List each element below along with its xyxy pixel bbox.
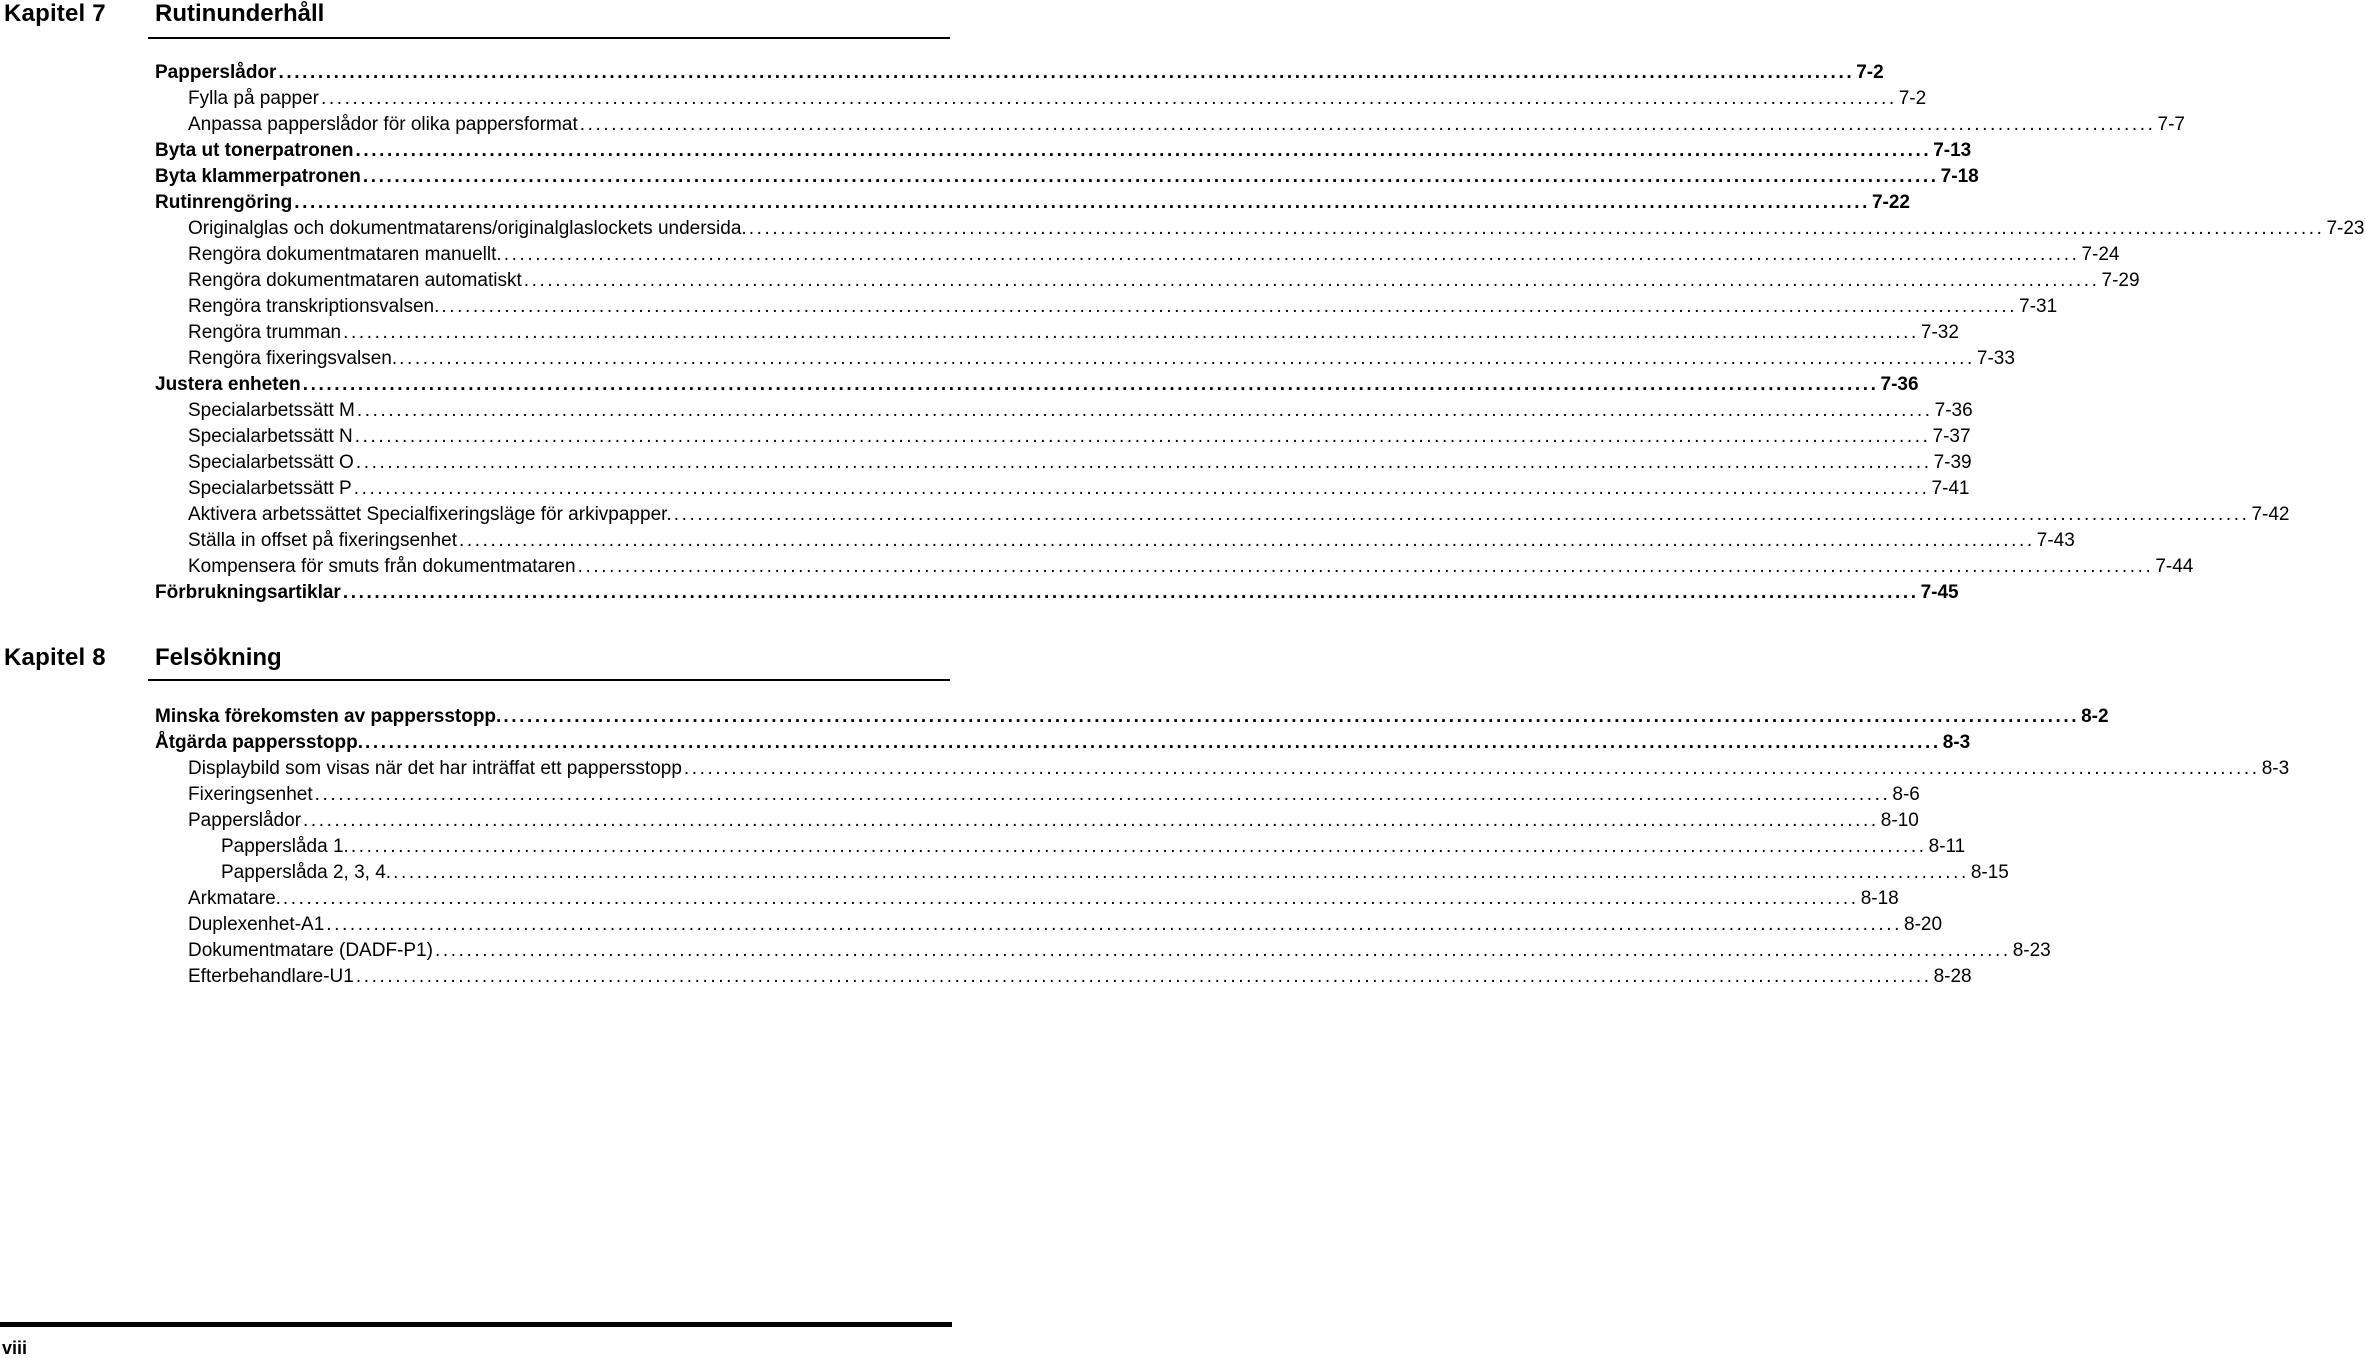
dot-leader: ........................................................................................................................................................................................................ xyxy=(673,504,2250,525)
toc-entry[interactable] xyxy=(155,190,1910,216)
toc-entry[interactable] xyxy=(188,86,1927,112)
toc-entry[interactable] xyxy=(155,372,1919,398)
toc-entry-page: 7-22 xyxy=(1871,192,1910,213)
dot-leader: ........................................................................................................................................................................................................ xyxy=(748,218,2325,239)
toc-entry[interactable] xyxy=(188,242,2120,268)
dot-leader: ........................................................................................................................................................................................................ xyxy=(294,192,1870,213)
dot-leader: ........................................................................................................................................................................................................ xyxy=(399,348,1975,369)
toc-entry[interactable] xyxy=(188,112,2185,138)
toc-entry[interactable] xyxy=(188,502,2290,528)
toc-entry-page: 8-11 xyxy=(1928,836,1966,857)
chapter-label: Kapitel 8 xyxy=(4,644,106,671)
toc-entry-page: 7-36 xyxy=(1880,374,1919,395)
toc-entry[interactable] xyxy=(188,554,2194,580)
dot-leader: ........................................................................................................................................................................................................ xyxy=(354,426,1931,447)
toc-entry-page: 7-36 xyxy=(1934,400,1973,421)
toc-entry-title: Specialarbetssätt O xyxy=(188,452,354,473)
dot-leader: ........................................................................................................................................................................................................ xyxy=(579,114,2156,135)
toc-entry-page: 7-18 xyxy=(1940,166,1979,187)
toc-entry[interactable] xyxy=(221,860,2009,886)
toc-entry-page: 8-15 xyxy=(1970,862,2009,883)
dot-leader: ........................................................................................................................................................................................................ xyxy=(434,940,2011,961)
dot-leader: ........................................................................................................................................................................................................ xyxy=(393,862,1969,883)
toc-entry-page: 8-3 xyxy=(1942,732,1971,753)
toc-entry-page: 8-3 xyxy=(2261,758,2290,779)
dot-leader: ........................................................................................................................................................................................................ xyxy=(314,784,1891,805)
toc-entry-page: 7-31 xyxy=(2019,296,2058,317)
toc-entry-title: Arkmatare. xyxy=(188,888,281,909)
dot-leader: ........................................................................................................................................................................................................ xyxy=(350,836,1927,857)
toc-entry[interactable] xyxy=(188,320,1959,346)
toc-entry[interactable] xyxy=(188,294,2058,320)
toc-entry-title: Fixeringsenhet xyxy=(188,784,313,805)
dot-leader: ........................................................................................................................................................................................................ xyxy=(441,296,2018,317)
toc-entry-page: 7-2 xyxy=(1898,88,1927,109)
dot-leader: ........................................................................................................................................................................................................ xyxy=(356,400,1933,421)
dot-leader: ........................................................................................................................................................................................................ xyxy=(355,140,1932,161)
dot-leader: ........................................................................................................................................................................................................ xyxy=(503,244,2080,265)
toc-entry-page: 7-44 xyxy=(2155,556,2194,577)
toc-entry-title: Ställa in offset på fixeringsenhet xyxy=(188,530,457,551)
toc-entry[interactable] xyxy=(188,938,2051,964)
toc-entry-title: Rutinrengöring xyxy=(155,192,293,213)
toc-entry[interactable] xyxy=(155,704,2109,730)
toc-entry-title: Papperslådor xyxy=(155,62,277,83)
toc-entry-title: Byta ut tonerpatronen xyxy=(155,140,354,161)
dot-leader: ........................................................................................................................................................................................................ xyxy=(683,758,2260,779)
dot-leader: ........................................................................................................................................................................................................ xyxy=(302,374,1879,395)
toc-entry[interactable] xyxy=(188,424,1971,450)
toc-entry-page: 7-7 xyxy=(2157,114,2185,135)
toc-entry-title: Rengöra transkriptionsvalsen. xyxy=(188,296,440,317)
toc-entry-page: 7-24 xyxy=(2081,244,2120,265)
toc-entry-title: Papperslåda 1. xyxy=(221,836,349,857)
toc-entry-title: Förbrukningsartiklar xyxy=(155,582,341,603)
dot-leader: ........................................................................................................................................................................................................ xyxy=(355,966,1932,987)
toc-entry-page: 7-42 xyxy=(2251,504,2290,525)
footer-rule xyxy=(0,1322,952,1327)
toc-entry[interactable] xyxy=(155,60,1884,86)
toc-entry-title: Efterbehandlare-U1 xyxy=(188,966,354,987)
toc-entry[interactable] xyxy=(155,730,1971,756)
footer-page-number: viii xyxy=(2,1338,28,1358)
dot-leader: ........................................................................................................................................................................................................ xyxy=(577,556,2154,577)
dot-leader: ........................................................................................................................................................................................................ xyxy=(326,914,1903,935)
toc-entry[interactable] xyxy=(155,580,1959,606)
dot-leader: ........................................................................................................................................................................................................ xyxy=(523,270,2100,291)
toc-entry[interactable] xyxy=(188,346,2015,372)
toc-entry[interactable] xyxy=(188,756,2290,782)
toc-entry-page: 7-43 xyxy=(2036,530,2075,551)
toc-entry[interactable] xyxy=(188,964,1972,990)
toc-entry-title: Rengöra dokumentmataren manuellt. xyxy=(188,244,502,265)
toc-entry-page: 7-41 xyxy=(1931,478,1970,499)
dot-leader: ........................................................................................................................................................................................................ xyxy=(278,62,1855,83)
toc-entry-page: 7-13 xyxy=(1933,140,1972,161)
dot-leader: ........................................................................................................................................................................................................ xyxy=(353,478,1930,499)
toc-entry-page: 7-2 xyxy=(1856,62,1884,83)
toc-entry-title: Duplexenhet-A1 xyxy=(188,914,325,935)
toc-entry[interactable] xyxy=(188,268,2140,294)
toc-entry-title: Byta klammerpatronen xyxy=(155,166,361,187)
toc-entry-page: 7-33 xyxy=(1976,348,2015,369)
dot-leader: ........................................................................................................................................................................................................ xyxy=(355,452,1932,473)
toc-entry-title: Justera enheten xyxy=(155,374,301,395)
toc-entry[interactable] xyxy=(155,164,1979,190)
toc-entry[interactable] xyxy=(155,138,1972,164)
chapter-label: Kapitel 7 xyxy=(4,0,106,27)
dot-leader: ........................................................................................................................................................................................................ xyxy=(362,166,1939,187)
chapter-divider xyxy=(148,37,950,39)
toc-entry-title: Minska förekomsten av pappersstopp. xyxy=(155,706,502,727)
toc-entry-page: 7-37 xyxy=(1932,426,1971,447)
chapter-title: Felsökning xyxy=(155,644,282,671)
toc-entry-page: 8-18 xyxy=(1860,888,1899,909)
dot-leader: ........................................................................................................................................................................................................ xyxy=(320,88,1897,109)
toc-entry-title: Originalglas och dokumentmatarens/originalglaslockets undersida. xyxy=(188,218,747,239)
toc-entry-page: 8-23 xyxy=(2012,940,2051,961)
toc-entry-title: Rengöra fixeringsvalsen. xyxy=(188,348,398,369)
dot-leader: ........................................................................................................................................................................................................ xyxy=(303,810,1879,831)
toc-entry[interactable] xyxy=(188,808,1919,834)
toc-entry-title: Rengöra dokumentmataren automatiskt xyxy=(188,270,522,291)
toc-entry-page: 7-39 xyxy=(1933,452,1972,473)
toc-entry-page: 8-28 xyxy=(1933,966,1972,987)
toc-entry[interactable] xyxy=(188,886,1899,912)
toc-entry[interactable] xyxy=(188,216,2365,242)
toc-entry[interactable] xyxy=(221,834,1966,860)
toc-entry-page: 7-23 xyxy=(2326,218,2365,239)
toc-entry-title: Specialarbetssätt M xyxy=(188,400,355,421)
toc-entry-title: Displaybild som visas när det har inträffat ett pappersstopp xyxy=(188,758,682,779)
toc-entry-page: 8-20 xyxy=(1904,914,1943,935)
dot-leader: ........................................................................................................................................................................................................ xyxy=(282,888,1859,909)
toc-entry-page: 8-10 xyxy=(1880,810,1919,831)
toc-entry-title: Papperslådor xyxy=(188,810,302,831)
toc-entry-title: Dokumentmatare (DADF-P1) xyxy=(188,940,433,961)
dot-leader: ........................................................................................................................................................................................................ xyxy=(459,530,2035,551)
toc-entry-title: Rengöra trumman xyxy=(188,322,342,343)
toc-entry-title: Specialarbetssätt P xyxy=(188,478,352,499)
toc-entry-title: Specialarbetssätt N xyxy=(188,426,353,447)
dot-leader: ........................................................................................................................................................................................................ xyxy=(364,732,1941,753)
toc-entry[interactable] xyxy=(188,476,1970,502)
toc-entry-page: 8-6 xyxy=(1892,784,1920,805)
toc-entry-page: 7-29 xyxy=(2101,270,2140,291)
toc-entry[interactable] xyxy=(188,782,1920,808)
toc-entry[interactable] xyxy=(188,398,1973,424)
chapter-divider xyxy=(148,679,950,681)
toc-entry-page: 7-45 xyxy=(1920,582,1959,603)
toc-entry[interactable] xyxy=(188,528,2075,554)
dot-leader: ........................................................................................................................................................................................................ xyxy=(503,706,2080,727)
toc-entry-title: Anpassa papperslådor för olika pappersformat xyxy=(188,114,578,135)
toc-entry-title: Aktivera arbetssättet Specialfixeringsläge för arkivpapper. xyxy=(188,504,672,525)
dot-leader: ........................................................................................................................................................................................................ xyxy=(343,322,1919,343)
toc-entry[interactable] xyxy=(188,450,1972,476)
toc-entry[interactable] xyxy=(188,912,1943,938)
toc-entry-title: Åtgärda pappersstopp. xyxy=(155,732,363,753)
toc-entry-title: Fylla på papper xyxy=(188,88,319,109)
toc-entry-page: 7-32 xyxy=(1920,322,1959,343)
dot-leader: ........................................................................................................................................................................................................ xyxy=(342,582,1919,603)
toc-entry-title: Kompensera för smuts från dokumentmataren xyxy=(188,556,576,577)
toc-entry-title: Papperslåda 2, 3, 4. xyxy=(221,862,392,883)
toc-entry-page: 8-2 xyxy=(2081,706,2109,727)
chapter-title: Rutinunderhåll xyxy=(155,0,325,27)
